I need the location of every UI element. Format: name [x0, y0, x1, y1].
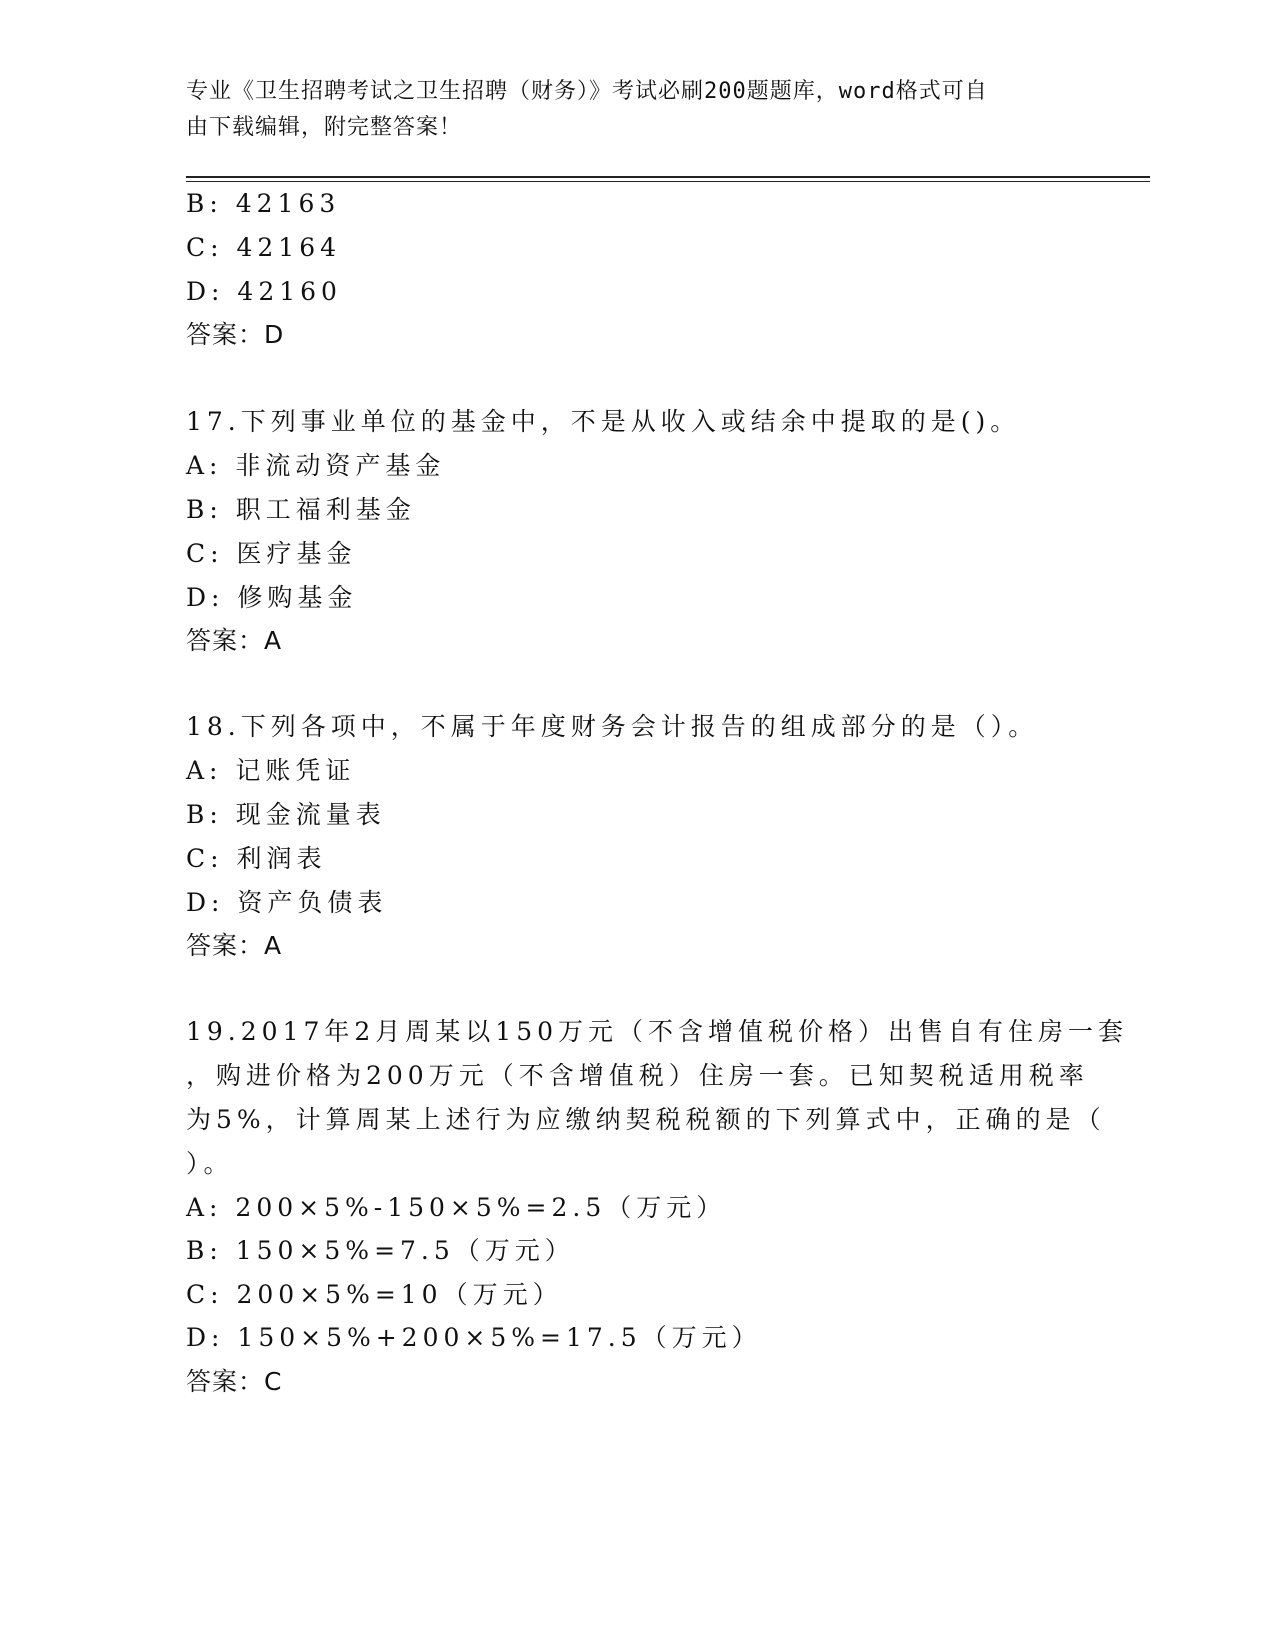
q17-option-a: A: 非流动资产基金: [186, 451, 446, 480]
q18-option-a: A: 记账凭证: [186, 756, 356, 785]
q19-stem-line-2: ，购进价格为200万元（不含增值税）住房一套。已知契税适用税率: [186, 1061, 1089, 1090]
q18-option-b: B: 现金流量表: [186, 800, 386, 829]
q18-stem: 18.下列各项中，不属于年度财务会计报告的组成部分的是（）。: [186, 712, 1039, 741]
q17-stem: 17.下列事业单位的基金中，不是从收入或结余中提取的是()。: [186, 407, 1021, 436]
prev-option-b: B: 42163: [186, 189, 341, 218]
q18-option-d: D: 资产负债表: [186, 888, 388, 917]
q19-option-b: B: 150×5%=7.5（万元）: [186, 1236, 575, 1265]
q19-stem-line-3: 为5%，计算周某上述行为应缴纳契税税额的下列算式中，正确的是（: [186, 1105, 1106, 1134]
q17-option-c: C: 医疗基金: [186, 539, 357, 568]
prev-option-d: D: 42160: [186, 277, 342, 306]
q17-option-b: B: 职工福利基金: [186, 495, 416, 524]
q19-option-c: C: 200×5%=10（万元）: [186, 1280, 563, 1309]
header-rule-thin: [186, 181, 1150, 182]
q18-option-c: C: 利润表: [186, 844, 327, 873]
header-line-1: 专业《卫生招聘考试之卫生招聘（财务）》考试必刷200题题库，word格式可自: [186, 79, 988, 104]
q19-option-d: D: 150×5%+200×5%=17.5（万元）: [186, 1323, 762, 1352]
header-rule-thick: [186, 176, 1150, 178]
q19-answer: 答案：C: [186, 1367, 283, 1396]
q17-option-d: D: 修购基金: [186, 583, 358, 612]
prev-option-c: C: 42164: [186, 233, 342, 262]
header-line-2: 由下载编辑，附完整答案！: [186, 115, 463, 140]
q19-stem-line-4: ）。: [186, 1149, 234, 1178]
q19-stem-line-1: 19.2017年2月周某以150万元（不含增值税价格）出售自有住房一套: [186, 1017, 1129, 1046]
prev-answer: 答案：D: [186, 320, 285, 349]
document-header: [186, 74, 1066, 146]
q17-answer: 答案：A: [186, 626, 283, 655]
q19-option-a: A: 200×5%-150×5%=2.5（万元）: [186, 1193, 727, 1222]
q18-answer: 答案：A: [186, 931, 283, 960]
